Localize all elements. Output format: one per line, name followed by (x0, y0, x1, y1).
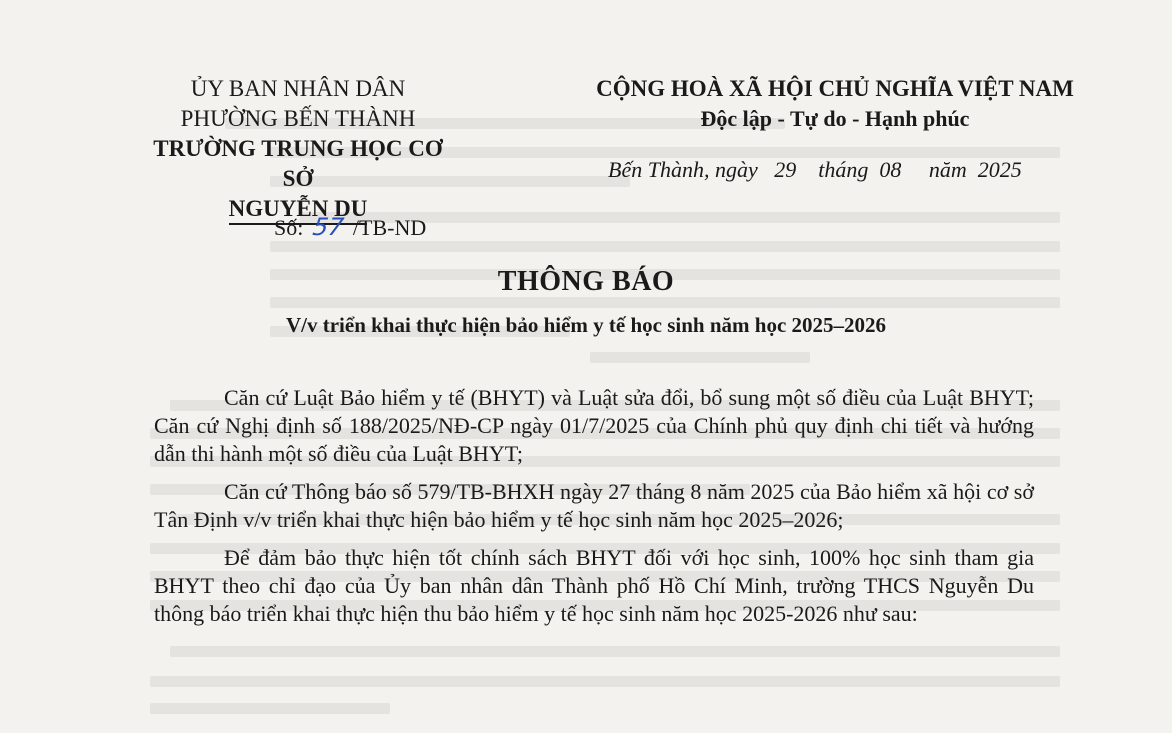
school-name-line-2: NGUYỄN DU (229, 195, 368, 225)
date-month-label: tháng (818, 157, 869, 182)
nation-title: CỘNG HOÀ XÃ HỘI CHỦ NGHĨA VIỆT NAM (596, 76, 1074, 101)
document-number-suffix: /TB-ND (352, 215, 427, 240)
document-body (154, 384, 1034, 638)
national-motto: Độc lập - Tự do - Hạnh phúc (700, 106, 970, 131)
school-name-line-1: TRƯỜNG TRUNG HỌC CƠ SỞ (153, 136, 443, 191)
body-paragraph: Để đảm bảo thực hiện tốt chính sách BHYT đối với học sinh, 100% học sinh tham gia BHYT theo chỉ đạo của Ủy ban nhân dân Thành phố Hồ Chí Minh, trường THCS Nguyễn Du thông báo triển khai thực hiện thu bảo hiểm y tế học sinh năm học 2025-2026 như sau: (154, 545, 1034, 626)
agency-line-1: ỦY BAN NHÂN DÂN (190, 76, 406, 101)
date-place: Bến Thành, ngày (608, 157, 758, 182)
issue-date (608, 157, 1108, 183)
document-number-prefix: Số: (274, 215, 304, 240)
date-year: 2025 (977, 157, 1022, 182)
document-subtitle: V/v triển khai thực hiện bảo hiểm y tế học sinh năm học 2025–2026 (285, 313, 887, 337)
national-header (555, 74, 1115, 134)
body-paragraph: Căn cứ Thông báo số 579/TB-BHXH ngày 27 tháng 8 năm 2025 của Bảo hiểm xã hội cơ sở Tân Định v/v triển khai thực hiện bảo hiểm y tế học sinh năm học 2025–2026; (154, 479, 1034, 532)
issuing-agency-header (148, 74, 448, 225)
date-day: 29 (774, 157, 797, 182)
document-title: THÔNG BÁO (497, 266, 675, 297)
document-number (274, 213, 426, 241)
date-year-label: năm (928, 157, 967, 182)
body-paragraph: Căn cứ Luật Bảo hiểm y tế (BHYT) và Luật sửa đổi, bổ sung một số điều của Luật BHYT; Căn cứ Nghị định số 188/2025/NĐ-CP ngày 01/7/2025 của Chính phủ quy định chi tiết và hướng dẫn thi hành một số điều của Luật BHYT; (154, 385, 1034, 466)
handwritten-number: 57 (310, 213, 346, 241)
date-month: 08 (879, 157, 902, 182)
agency-line-2: PHƯỜNG BẾN THÀNH (180, 106, 416, 131)
